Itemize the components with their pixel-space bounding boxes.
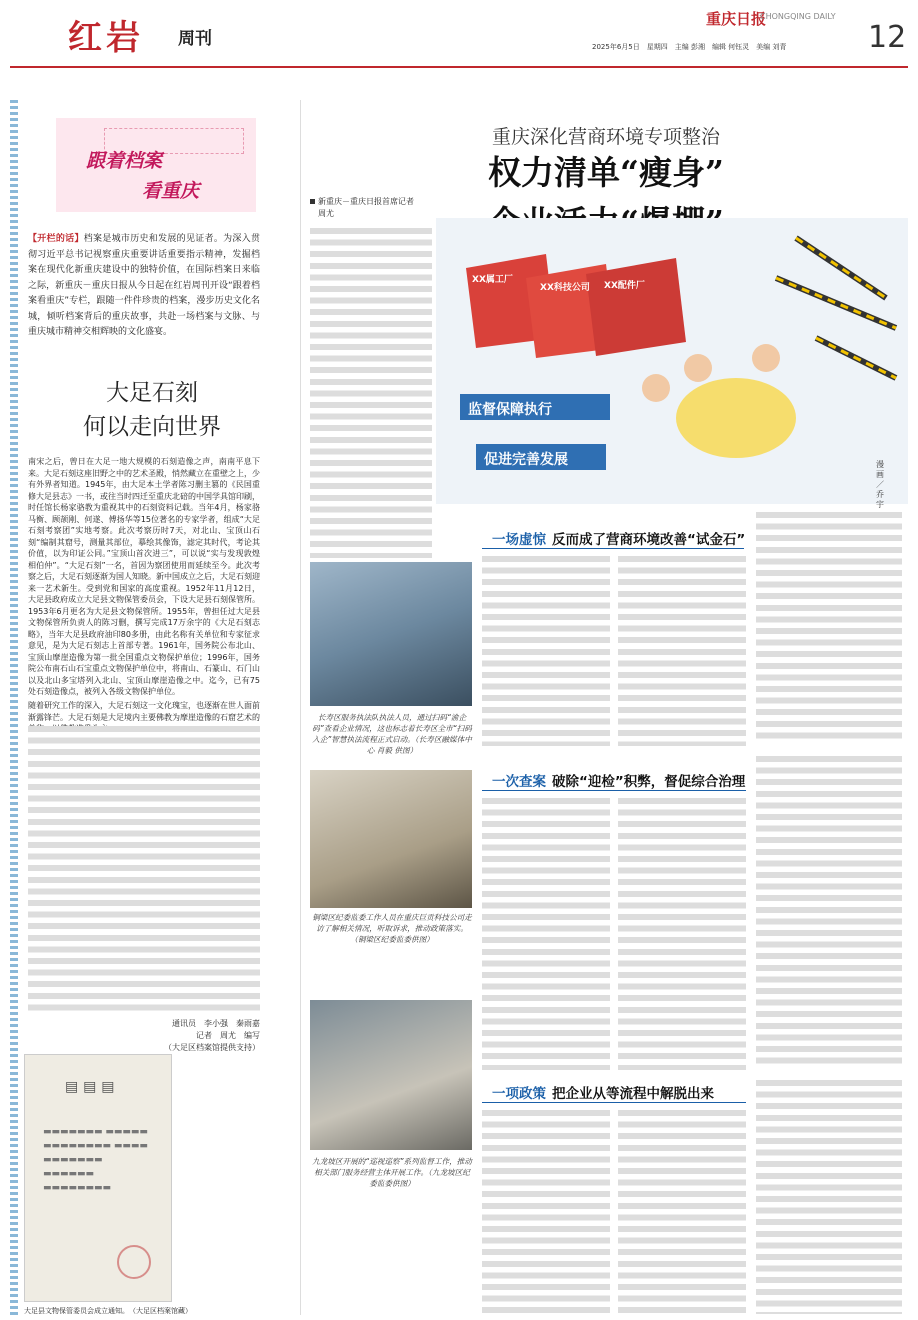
article-text-block xyxy=(756,512,902,744)
byline-source: （大足区档案馆提供支持） xyxy=(164,1043,260,1052)
section-kicker-2: 一次查案 xyxy=(492,774,546,790)
byline-editor: 记者 周尤 编写 xyxy=(196,1031,260,1040)
lead-paragraph xyxy=(28,232,260,341)
column-divider xyxy=(300,100,301,1315)
archive-document-image xyxy=(24,1054,172,1302)
article-text-block xyxy=(482,798,610,1070)
sign-development: 促进完善发展 xyxy=(484,452,568,468)
section-title-3: 把企业从等流程中解脱出来 xyxy=(552,1086,714,1102)
paper-logo: 重庆日报 xyxy=(706,10,767,28)
photo-visit xyxy=(310,770,472,908)
section-rule-2 xyxy=(482,790,746,791)
lead-label: 【开栏的话】 xyxy=(28,234,84,244)
byline-reporter: 通讯员 李小强 秦雨嘉 xyxy=(172,1019,260,1028)
section-label: 周刊 xyxy=(178,29,212,49)
photo-inspection xyxy=(310,562,472,706)
section-heading-2 xyxy=(492,770,745,790)
article-text-block xyxy=(482,1110,610,1314)
headline-kicker: 重庆深化营商环境专项整治 xyxy=(492,126,721,148)
article-text-block xyxy=(28,726,260,1016)
article-title-line-1: 大足石刻 xyxy=(106,380,198,406)
factory-tag-3: XX配件厂 xyxy=(604,281,645,291)
article-text-block xyxy=(310,228,432,558)
factory-tag-1: XX属工厂 xyxy=(472,275,513,285)
byline xyxy=(140,1018,260,1054)
badge-line-1: 跟着档案 xyxy=(86,150,163,172)
illustration-credit: 漫画／乔宇 xyxy=(876,460,884,509)
archive-caption xyxy=(24,1306,264,1316)
article-text-block xyxy=(618,1110,746,1314)
archive-caption-source: （大足区档案馆藏） xyxy=(132,1307,192,1315)
article-text-block xyxy=(756,756,902,1068)
factory-tag-2: XX科技公司 xyxy=(540,283,590,293)
section-rule-3 xyxy=(482,1102,746,1103)
article-body: 南宋之后，曾日在大足一地大规模的石刻造像之声，南南平息下来。大足石刻这座旧野之中的艺术圣殿，悄然藏立在重壁之上，少有外界者知道。1945年，由大足本土学者陈习删主篡的《民国重修大足县志》一书，或往当时四迁至重庆北碚的中国学具馆印刷，时任馆长杨家骆教为重视其中的石刻资料记载。当年4月，杨家骆马衡、顾颉刚、何遂、傅扬华等15位著名的专家学者，组成“大足石刻考察团”实地考察。此次考察历时7天，对北山、宝顶山石刻“编制其窟号，测量其部位，摹绘其像饰，滤定其时代，考论其价值，以为印证公同。”宝顶山首次进三”，可以说“实与发现敦煌相伯仲”。“大足石刻”一名，首因为察团使用而延续至今。此次考察之后，大足石刻逐渐为国人知晓。新中国成立之后，大足石刻迎来一艺术新生。受到党和国家的高度重视。1952年11月12日，大足县政府成立大足县文物保管委员会，下设大足县石刻保管所。1953年6月更名为大足县文物保管所。1955年，曾担任过大足县文物保管所负责人的陈习删，撰写完成17万余字的《大足石刻志略》，当年大足县政府油印80多册，由此名称有关单位和专家征求意见，是为大足石刻志上首部专著。1961年，国务院公布北山、宝顶山摩崖造像为第一批全国重点文物保护单位；1996年，国务院公布南石山石宝重点文物保护单位中，将南山、石篆山、石门山以及北山多宝塔列入北山、宝顶山摩崖造像之中。迄今，已有75处石刻造像点，被列入各级文物保护单位。 xyxy=(28,457,260,696)
section-rule-1 xyxy=(482,548,744,549)
paper-logo-en: CHONGQING DAILY xyxy=(760,12,836,21)
author-title: 新重庆－重庆日报首席记者 xyxy=(318,197,414,206)
author-name: 周尤 xyxy=(318,209,334,218)
archive-caption-text: 大足县文物保管委员会成立通知。 xyxy=(24,1307,126,1315)
photo-caption: 铜梁区纪委监委工作人员在重庆巨贡科技公司走访了解相关情况，听取诉求，推动政策落实。（铜梁区纪委监委供图） xyxy=(312,913,472,944)
section-kicker-1: 一场虚惊 xyxy=(492,532,546,548)
section-heading-3 xyxy=(492,1082,714,1102)
photo-caption: 长寿区服务执法队执法人员，通过扫码“渝企码”查看企业情况，这也标志着长寿区全市“扫码入企”智慧执法流程正式启动。（长寿区融媒体中心 肖毅 供图） xyxy=(312,713,472,755)
badge-line-2: 看重庆 xyxy=(142,180,200,202)
photo-meeting xyxy=(310,1000,472,1150)
article-text-block xyxy=(618,798,746,1070)
side-pattern xyxy=(10,100,18,1315)
article-text-block xyxy=(482,556,610,746)
main-headline-line-1: 权力清单“瘦身” xyxy=(488,153,724,192)
article-body-continued: 随着研究工作的深入，大足石刻这一文化瑰宝，也逐渐在世人面前渐露锋芒。大足石刻是大足境内主要佛教为摩崖造像的石窟艺术的 xyxy=(28,701,260,722)
column-title: 红岩 xyxy=(68,18,144,58)
photo-caption: 九龙坡区开展的“巡视巡察”系列监督工作，推动相关部门服务经营主体开展工作。（九龙坡区纪委监委供图） xyxy=(312,1157,472,1188)
seal-stamp xyxy=(117,1245,151,1279)
cartoon-illustration xyxy=(436,218,908,504)
issue-info: 2025年6月5日 星期四 主编 彭湘 编辑 何钰灵 美编 刘青 xyxy=(592,43,787,51)
article-title-line-2: 何以走向世界 xyxy=(83,414,221,440)
lead-text: 档案是城市历史和发展的见证者。为深入贯彻习近平总书记视察重庆重要讲话重要指示精神，发掘档案在现代化新重庆建设中的独特价值，在国际档案日来临之际，新重庆－重庆日报从今日起在红岩周刊开设“跟着档案看重庆”专栏，跟随一件件珍贵的档案，漫步历史文化名城，倾听档案背后的重庆故事，共赴一场档案与文脉、与重庆城市精神交相辉映的文化盛宴。 xyxy=(28,234,260,337)
section-title-1: 反而成了营商环境改善“试金石” xyxy=(552,532,746,548)
section-title-2: 破除“迎检”积弊，督促综合治理 xyxy=(552,774,746,790)
doc-heading-mark: ▤ ▤ ▤ xyxy=(65,1079,115,1095)
masthead-rule xyxy=(10,66,908,68)
section-heading-1 xyxy=(492,528,745,548)
page-number: 12 xyxy=(868,20,907,55)
article-title xyxy=(72,376,232,444)
sign-supervision: 监督保障执行 xyxy=(468,402,552,418)
article-text-block xyxy=(618,556,746,746)
author-block xyxy=(310,196,414,220)
article-text-block xyxy=(756,1080,902,1314)
doc-text-mark: ▬▬▬▬▬▬▬ ▬▬▬▬▬ ▬▬▬▬▬▬▬▬ ▬▬▬▬ ▬▬▬▬▬▬▬ ▬▬▬▬▬▬ ▬▬▬▬▬▬▬▬ xyxy=(43,1127,148,1193)
section-kicker-3: 一项政策 xyxy=(492,1086,546,1102)
